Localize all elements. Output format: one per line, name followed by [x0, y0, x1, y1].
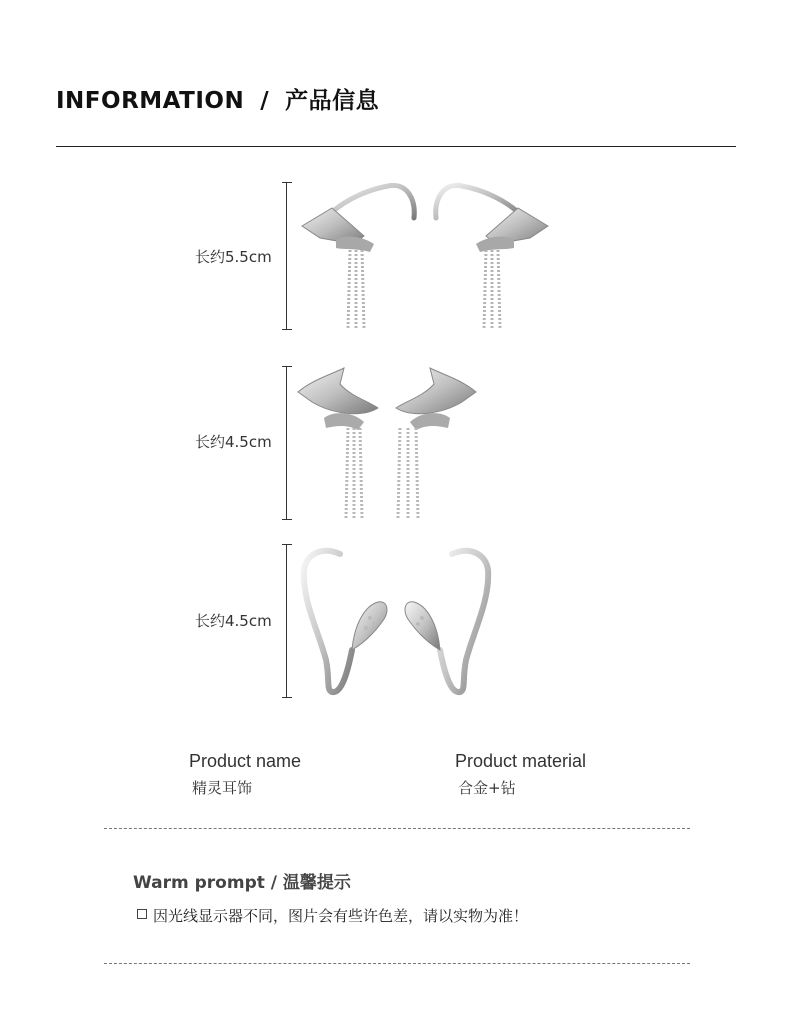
size-label-3: 长约4.5cm [195, 612, 272, 630]
size-ruler-3 [282, 544, 292, 698]
title-separator: / [260, 88, 270, 114]
earring-image-3 [292, 540, 502, 700]
product-name-value: 精灵耳饰 [192, 779, 253, 797]
earring-image-2 [292, 362, 482, 527]
size-label-2: 长约4.5cm [195, 433, 272, 451]
size-label-1: 长约5.5cm [195, 248, 272, 266]
title-chinese: 产品信息 [285, 88, 380, 114]
checkbox-icon [137, 909, 147, 919]
product-material-value: 合金+钻 [458, 779, 516, 797]
dashed-divider-bottom [104, 963, 690, 964]
dashed-divider-top [104, 828, 690, 829]
warm-prompt-title: Warm prompt / 温馨提示 [133, 873, 351, 893]
size-ruler-1 [282, 182, 292, 330]
warm-prompt-text-row [137, 905, 528, 926]
header-divider [56, 146, 736, 147]
warm-prompt-text: 因光线显示器不同，图片会有些许色差，请以实物为准！ [153, 907, 529, 925]
page-title [56, 82, 379, 115]
size-ruler-2 [282, 366, 292, 520]
product-material-label: Product material [455, 751, 587, 771]
earring-image-1 [296, 178, 556, 338]
product-name-label: Product name [189, 751, 302, 771]
title-english: INFORMATION [56, 88, 245, 114]
